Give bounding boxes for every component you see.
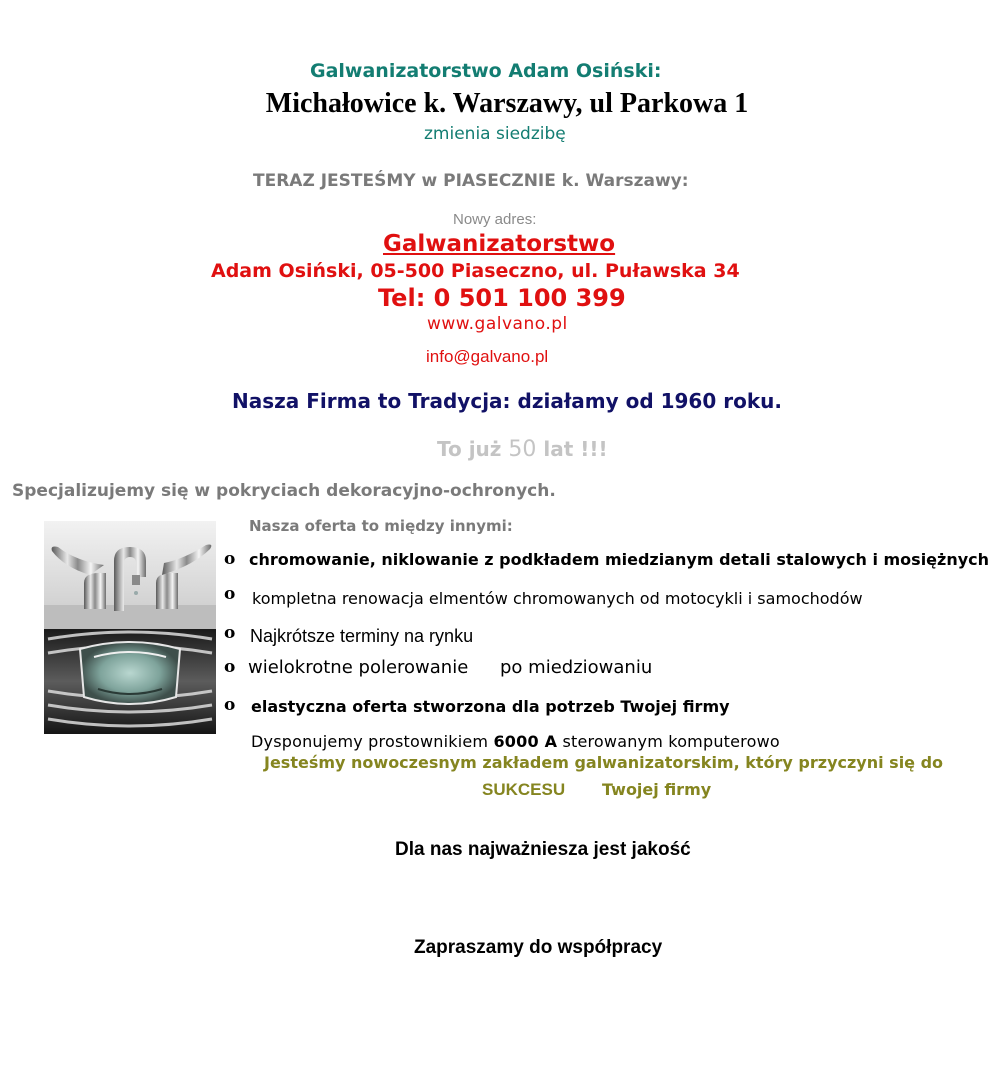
equipment-suffix: sterowanym komputerowo (562, 732, 780, 751)
website-link[interactable]: www.galvano.pl (427, 314, 568, 334)
offer-item-polishing-after: po miedziowaniu (500, 657, 653, 678)
offer-item-short-terms: Najkrótsze terminy na rynku (250, 626, 474, 646)
tradition-statement: Nasza Firma to Tradycja: działamy od 1960 roku. (232, 389, 782, 413)
moving-notice: zmienia siedzibę (424, 124, 566, 144)
years-prefix: To już (437, 437, 502, 461)
product-photos (44, 521, 216, 734)
offer-item-polishing: wielokrotne polerowanie (248, 657, 469, 678)
modern-plant-statement: Jesteśmy nowoczesnym zakładem galwanizatorskim, który przyczyni się do (264, 753, 944, 772)
now-location: TERAZ JESTEŚMY w PIASECZNIE k. Warszawy: (253, 171, 689, 191)
your-company-phrase: Twojej firmy (602, 780, 712, 799)
bullet-2: o (224, 584, 236, 604)
offer-item-flexible: elastyczna oferta stworzona dla potrzeb Twojej firmy (251, 697, 730, 716)
equipment-prefix: Dysponujemy prostownikiem (251, 732, 489, 751)
phone-number: Tel: 0 501 100 399 (378, 284, 626, 312)
old-address: Michałowice k. Warszawy, ul Parkowa 1 (265, 88, 749, 119)
offer-heading: Nasza oferta to między innymi: (249, 517, 513, 535)
equipment-amperage: 6000 A (493, 732, 558, 751)
offer-item-chrome-nickel: chromowanie, niklowanie z podkładem miedzianym detali stalowych i mosiężnych (249, 550, 990, 569)
invitation-statement: Zapraszamy do współpracy (414, 937, 663, 958)
years-statement (437, 437, 608, 462)
new-street-address: Adam Osiński, 05-500 Piaseczno, ul. Puławska 34 (211, 260, 740, 282)
specialization-statement: Specjalizujemy się w pokryciach dekoracyjno-ochronych. (12, 481, 556, 501)
company-intro: Galwanizatorstwo Adam Osiński: (310, 60, 662, 82)
quality-statement: Dla nas najważniesza jest jakość (395, 839, 691, 860)
bullet-1: o (224, 549, 236, 569)
new-company-name: Galwanizatorstwo (383, 231, 616, 257)
equipment-statement (251, 732, 780, 751)
bullet-5: o (224, 695, 236, 715)
bullet-3: o (224, 623, 236, 643)
chrome-faucet-photo (44, 521, 216, 734)
years-number: 50 (508, 437, 537, 462)
success-word: SUKCESU (482, 780, 566, 799)
email-link[interactable]: info@galvano.pl (426, 347, 549, 366)
new-address-label: Nowy adres: (453, 211, 537, 228)
years-suffix: lat !!! (543, 437, 608, 461)
offer-item-renovation: kompletna renowacja elmentów chromowanych od motocykli i samochodów (252, 589, 863, 608)
bullet-4: o (224, 657, 236, 677)
